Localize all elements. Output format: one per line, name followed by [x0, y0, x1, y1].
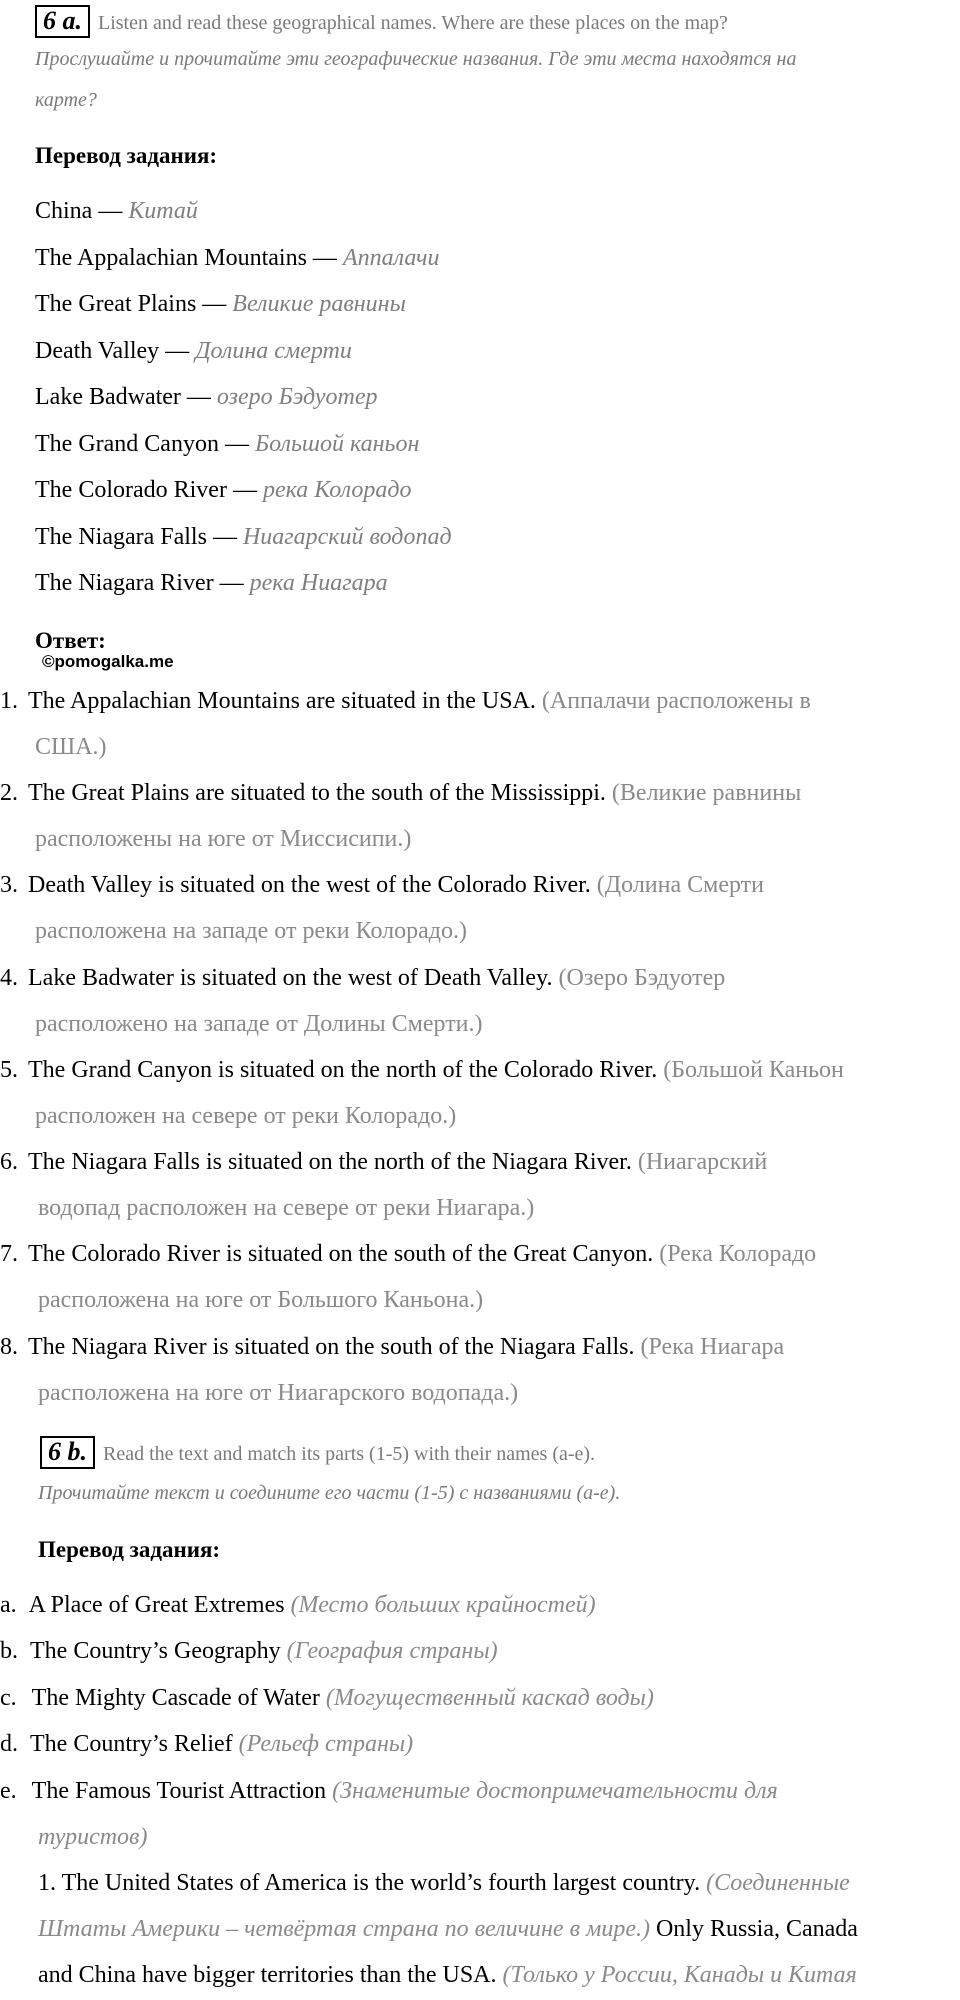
exercise-number-badge: 6 a. [35, 5, 90, 38]
answer-continuation: расположены на юге от Миссисипи.) [35, 826, 412, 852]
task-russian-line1: Прослушайте и прочитайте эти географические названия. Где эти места находятся на [35, 48, 797, 70]
answer-continuation: расположено на западе от Долины Смерти.) [35, 1011, 483, 1037]
list-item: b. The Country’s Geography (География страны) [0, 1638, 498, 1664]
list-item: 8. The Niagara River is situated on the south of the Niagara Falls. (Река Ниагара [0, 1334, 785, 1360]
exercise-6a-header [35, 5, 728, 38]
list-item: China — Китай [35, 198, 198, 224]
list-item: d. The Country’s Relief (Рельеф страны) [0, 1731, 414, 1757]
task-russian: Прочитайте текст и соедините его части (1-5) с названиями (а-е). [38, 1482, 621, 1504]
list-item: 2. The Great Plains are situated to the south of the Mississippi. (Великие равнины [0, 780, 802, 806]
answer-continuation: расположена на юге от Ниагарского водопада.) [38, 1380, 519, 1406]
answer-heading: Ответ: [35, 628, 106, 653]
list-item: 3. Death Valley is situated on the west of the Colorado River. (Долина Смерти [0, 872, 765, 898]
task-english: Listen and read these geographical names. Where are these places on the map? [98, 12, 728, 34]
answer-continuation: расположена на юге от Большого Каньона.) [38, 1287, 484, 1313]
answer-continuation: расположена на западе от реки Колорадо.) [35, 918, 467, 944]
exercise-6b-header [40, 1436, 595, 1469]
list-item: 5. The Grand Canyon is situated on the north of the Colorado River. (Большой Каньон [0, 1057, 844, 1083]
list-item: The Colorado River — река Колорадо [35, 477, 412, 503]
list-item: Lake Badwater — озеро Бэдуотер [35, 384, 378, 410]
list-item: The Grand Canyon — Большой каньон [35, 431, 420, 457]
list-item: Death Valley — Долина смерти [35, 338, 352, 364]
list-item-continuation: туристов) [38, 1824, 148, 1850]
list-item: 4. Lake Badwater is situated on the west of Death Valley. (Озеро Бэдуотер [0, 965, 726, 991]
list-item: The Great Plains — Великие равнины [35, 291, 406, 317]
list-item: e. The Famous Tourist Attraction (Знаменитые достопримечательности для [0, 1778, 778, 1804]
answer-continuation: водопад расположен на севере от реки Ниагара.) [38, 1195, 535, 1221]
list-item: a. A Place of Great Extremes (Место больших крайностей) [0, 1592, 596, 1618]
list-item: 7. The Colorado River is situated on the south of the Great Canyon. (Река Колорадо [0, 1241, 817, 1267]
list-item: c. The Mighty Cascade of Water (Могущественный каскад воды) [0, 1685, 654, 1711]
answer-continuation: расположен на севере от реки Колорадо.) [35, 1103, 457, 1129]
list-item: 1. The Appalachian Mountains are situated in the USA. (Аппалачи расположены в [0, 688, 811, 714]
paragraph-line: 1. The United States of America is the world’s fourth largest country. (Соединенные [38, 1870, 850, 1896]
exercise-number-badge: 6 b. [40, 1436, 95, 1469]
list-item: The Niagara River — река Ниагара [35, 570, 388, 596]
list-item: The Niagara Falls — Ниагарский водопад [35, 524, 452, 550]
list-item: 6. The Niagara Falls is situated on the north of the Niagara River. (Ниагарский [0, 1149, 768, 1175]
paragraph-line: and China have bigger territories than the USA. (Только у России, Канады и Китая [38, 1962, 857, 1988]
watermark: ©pomogalka.me [42, 652, 174, 671]
translation-heading: Перевод задания: [35, 143, 218, 168]
answer-continuation: США.) [35, 734, 107, 760]
list-item: The Appalachian Mountains — Аппалачи [35, 245, 440, 271]
translation-heading: Перевод задания: [38, 1537, 221, 1562]
task-russian-line2: карте? [35, 89, 97, 111]
task-english: Read the text and match its parts (1-5) with their names (a-e). [103, 1443, 596, 1465]
paragraph-line: Штаты Америки – четвёртая страна по величине в мире.) Only Russia, Canada [38, 1916, 858, 1942]
